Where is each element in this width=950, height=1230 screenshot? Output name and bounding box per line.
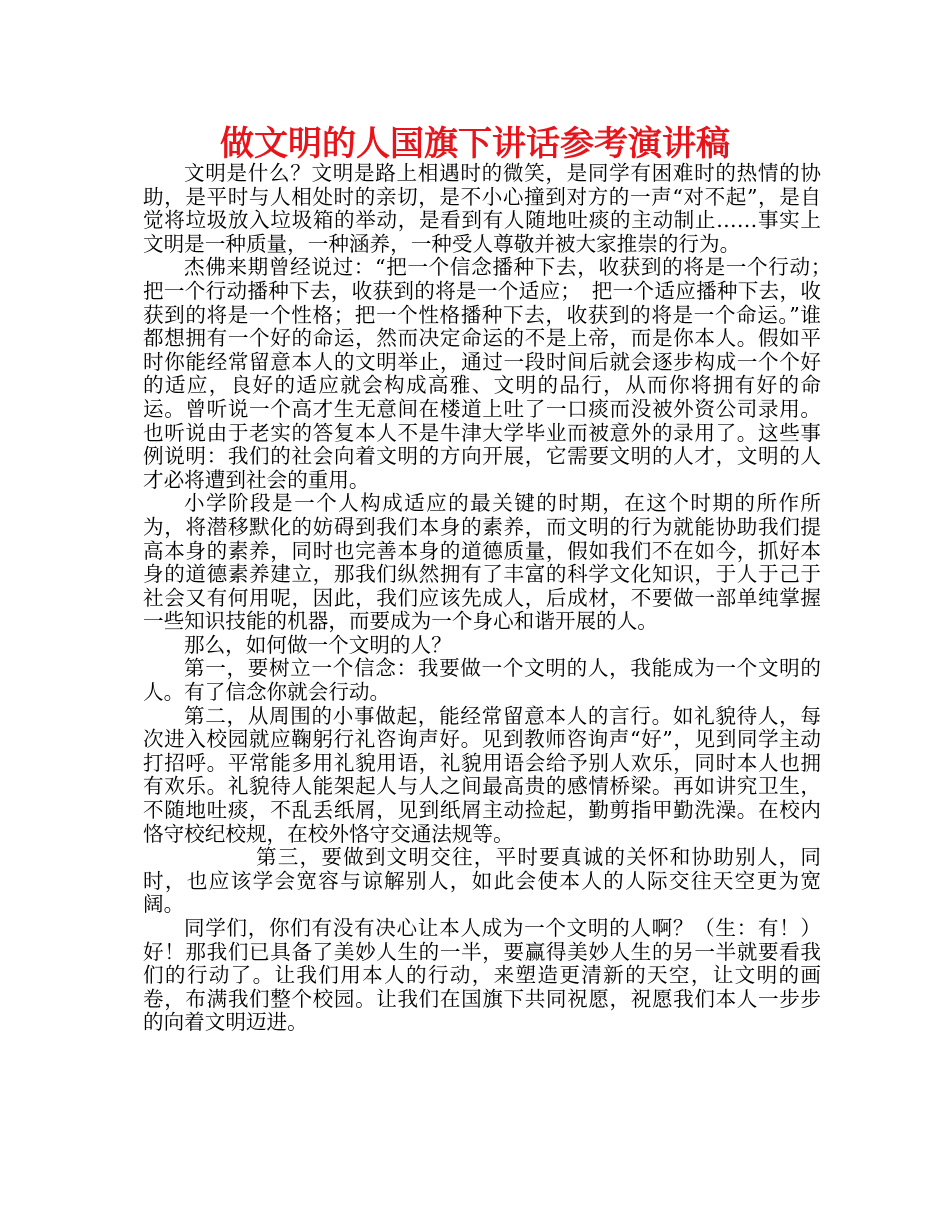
paragraph-6: 第二，从周围的小事做起，能经常留意本人的言行。如礼貌待人，每次进入校园就应鞠躬行礼咨询声好。见到教师咨询声“好”，见到同学主动打招呼。平常能多用礼貌用语，礼貌用语会给予别人欢乐，同时本人也拥有欢乐。礼貌待人能架起人与人之间最高贵的感情桥梁。再如讲究卫生，不随地吐痰，不乱丢纸屑，见到纸屑主动捡起，勤剪指甲勤洗澡。在校内恪守校纪校规，在校外恪守交通法规等。	[143, 703, 821, 846]
paragraph-4: 那么，如何做一个文明的人？	[184, 632, 452, 657]
paragraph-8: 同学们，你们有没有决心让本人成为一个文明的人啊？（生：有！）好！那我们已具备了美妙人生的一半，要赢得美妙人生的另一半就要看我们的行动了。让我们用本人的行动，来塑造更清新的天空，让文明的画卷，布满我们整个校园。让我们在国旗下共同祝愿，祝愿我们本人一步步的向着文明迈进。	[143, 916, 821, 1035]
document-title: 做文明的人国旗下讲话参考演讲稿	[220, 124, 730, 164]
paragraph-1: 文明是什么？文明是路上相遇时的微笑，是同学有困难时的热情的协助，是平时与人相处时的亲切，是不小心撞到对方的一声“对不起”，是自觉将垃圾放入垃圾箱的举动，是看到有人随地吐痰的主动制止……事实上文明是一种质量，一种涵养，一种受人尊敬并被大家推崇的行为。	[143, 161, 821, 256]
paragraph-2: 杰佛来期曾经说过：“把一个信念播种下去，收获到的将是一个行动； 把一个行动播种下去，收获到的将是一个适应； 把一个适应播种下去，收获到的将是一个性格；把一个性格播种下去，收获到的将是一个命运。”谁都想拥有一个好的命运，然而决定命运的不是上帝，而是你本人。假如平时你能经常留意本人的文明举止，通过一段时间后就会逐步构成一个个好的适应，良好的适应就会构成高雅、文明的品行，从而你将拥有好的命运。曾听说一个高才生无意间在楼道上吐了一口痰而没被外资公司录用。也听说由于老实的答复本人不是牛津大学毕业而被意外的录用了。这些事例说明：我们的社会向着文明的方向开展，它需要文明的人才，文明的人才必将遭到社会的重用。	[143, 255, 842, 492]
paragraph-7: 第三，要做到文明交往，平时要真诚的关怀和协助别人，同时，也应该学会宽容与谅解别人，如此会使本人的人际交往天空更为宽阔。	[143, 845, 821, 917]
paragraph-5: 第一，要树立一个信念：我要做一个文明的人，我能成为一个文明的人。有了信念你就会行动。	[143, 656, 821, 705]
document-body	[143, 161, 842, 1035]
paragraph-3: 小学阶段是一个人构成适应的最关键的时期，在这个时期的所作所为，将潜移默化的妨碍到我们本身的素养，而文明的行为就能协助我们提高本身的素养，同时也完善本身的道德质量，假如我们不在如今，抓好本身的道德素养建立，那我们纵然拥有了丰富的科学文化知识，于人于己于社会又有何用呢，因此，我们应该先成人，后成材，不要做一部单纯掌握一些知识技能的机器，而要成为一个身心和谐开展的人。	[143, 491, 821, 634]
